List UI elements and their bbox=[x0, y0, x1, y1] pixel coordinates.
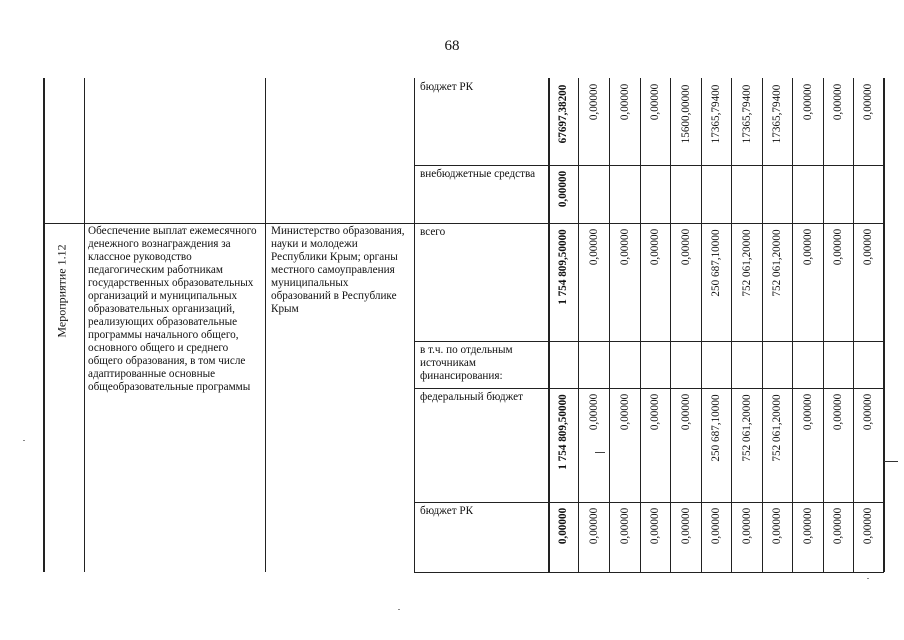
scan-speck bbox=[23, 440, 25, 441]
year-value: 0,00000 bbox=[801, 83, 814, 121]
total-value: 1 754 809,50000 bbox=[557, 394, 569, 470]
funding-source: бюджет РК bbox=[420, 505, 474, 517]
column-border bbox=[414, 78, 415, 572]
year-value: 0,00000 bbox=[649, 393, 661, 431]
column-border bbox=[701, 78, 702, 572]
year-value: 250 687,10000 bbox=[710, 393, 722, 462]
scan-speck bbox=[884, 461, 898, 462]
year-value: 0,00000 bbox=[618, 507, 631, 545]
scan-speck bbox=[398, 609, 400, 610]
column-border bbox=[609, 78, 610, 572]
funding-source: в т.ч. по отдельным источникам финансирования: bbox=[420, 344, 513, 382]
year-value: 0,00000 bbox=[649, 507, 661, 545]
year-value: 0,00000 bbox=[801, 228, 814, 266]
column-border bbox=[84, 78, 85, 572]
year-value: 0,00000 bbox=[740, 507, 753, 545]
executor: Министерство образования, науки и молодежи Республики Крым; органы местного самоуправления муниципальных образований в Республике Крым bbox=[271, 225, 405, 315]
column-border bbox=[762, 78, 763, 572]
total-value: 0,00000 bbox=[557, 170, 569, 208]
year-value: 17365,79400 bbox=[710, 84, 722, 143]
row-border bbox=[414, 572, 884, 573]
column-border bbox=[883, 78, 885, 572]
year-value: 0,00000 bbox=[618, 228, 631, 266]
row-border bbox=[414, 165, 883, 166]
year-value: 0,00000 bbox=[862, 393, 874, 431]
year-value: 0,00000 bbox=[679, 228, 692, 266]
total-value: 67697,38200 bbox=[557, 84, 569, 143]
page-number: 68 bbox=[444, 38, 460, 54]
year-value: 17365,79400 bbox=[771, 84, 783, 143]
row-border bbox=[414, 341, 883, 342]
activity-label: Мероприятие 1.12 bbox=[54, 244, 69, 338]
column-border bbox=[548, 78, 550, 572]
year-value: 0,00000 bbox=[679, 393, 692, 431]
column-border bbox=[43, 78, 45, 572]
year-value: 0,00000 bbox=[587, 393, 600, 431]
total-value: 1 754 809,50000 bbox=[557, 229, 569, 305]
year-value: 0,00000 bbox=[649, 83, 661, 121]
funding-source: бюджет РК bbox=[420, 81, 474, 93]
year-value: 0,00000 bbox=[801, 393, 814, 431]
activity-description: Обеспечение выплат ежемесячного денежного вознаграждения за классное руководство педагогическим работникам государственных образовательных организаций и муниципальных образовательных организаций, реализующих образовательные программы начального общего, основного общего и среднего общего образования, в том числе адаптированные основные общеобразовательные программы bbox=[88, 225, 257, 393]
year-value: 0,00000 bbox=[618, 83, 631, 121]
funding-source: всего bbox=[420, 226, 446, 238]
year-value: 0,00000 bbox=[587, 507, 600, 545]
row-border bbox=[43, 223, 883, 224]
row-border bbox=[414, 388, 883, 389]
year-value: 0,00000 bbox=[862, 507, 874, 545]
year-value: 752 061,20000 bbox=[771, 228, 783, 297]
year-value: 0,00000 bbox=[679, 507, 692, 545]
column-border bbox=[640, 78, 641, 572]
year-value: 15600,00000 bbox=[679, 84, 692, 143]
scan-speck bbox=[595, 452, 605, 453]
year-value: 0,00000 bbox=[862, 228, 874, 266]
year-value: 0,00000 bbox=[618, 393, 631, 431]
year-value: 0,00000 bbox=[832, 393, 844, 431]
row-border bbox=[414, 502, 883, 503]
column-border bbox=[823, 78, 824, 572]
column-border bbox=[731, 78, 732, 572]
year-value: 752 061,20000 bbox=[740, 228, 753, 297]
column-border bbox=[578, 78, 579, 572]
year-value: 0,00000 bbox=[587, 83, 600, 121]
column-border bbox=[853, 78, 854, 572]
scan-speck bbox=[867, 578, 869, 579]
year-value: 17365,79400 bbox=[740, 84, 753, 143]
column-border bbox=[792, 78, 793, 572]
funding-source: внебюджетные средства bbox=[420, 168, 536, 180]
year-value: 0,00000 bbox=[862, 83, 874, 121]
year-value: 0,00000 bbox=[587, 228, 600, 266]
year-value: 0,00000 bbox=[832, 83, 844, 121]
year-value: 0,00000 bbox=[801, 507, 814, 545]
funding-source: федеральный бюджет bbox=[420, 391, 523, 403]
year-value: 752 061,20000 bbox=[740, 393, 753, 462]
year-value: 250 687,10000 bbox=[710, 228, 722, 297]
total-value: 0,00000 bbox=[557, 507, 569, 545]
year-value: 0,00000 bbox=[771, 507, 783, 545]
year-value: 0,00000 bbox=[710, 507, 722, 545]
year-value: 0,00000 bbox=[832, 507, 844, 545]
year-value: 0,00000 bbox=[832, 228, 844, 266]
column-border bbox=[265, 78, 266, 572]
column-border bbox=[670, 78, 671, 572]
year-value: 752 061,20000 bbox=[771, 393, 783, 462]
year-value: 0,00000 bbox=[649, 228, 661, 266]
